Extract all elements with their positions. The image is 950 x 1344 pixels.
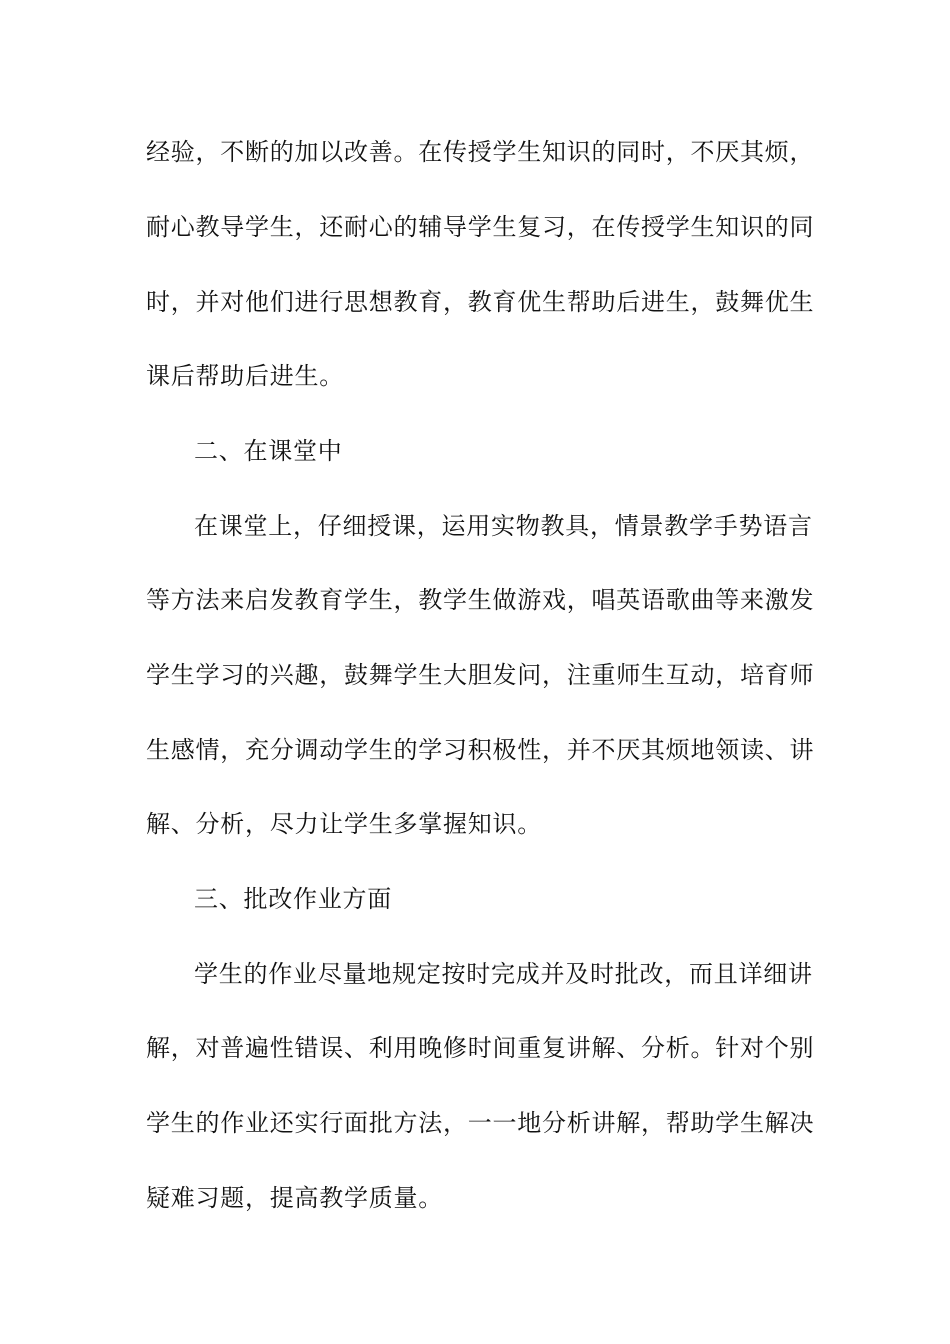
paragraph-line: 学生的作业尽量地规定按时完成并及时批改，而且详细讲 (194, 960, 813, 988)
paragraph-line: 学生学习的兴趣，鼓舞学生大胆发问，注重师生互动，培育师 (146, 661, 815, 689)
section-heading: 二、在课堂中 (194, 437, 343, 465)
paragraph-line: 解、分析，尽力让学生多掌握知识。 (146, 810, 542, 838)
paragraph-line: 在课堂上，仔细授课，运用实物教具，情景教学手势语言 (194, 512, 813, 540)
paragraph-line: 解，对普遍性错误、利用晚修时间重复讲解、分析。针对个别 (146, 1034, 815, 1062)
paragraph-line: 生感情，充分调动学生的学习积极性，并不厌其烦地领读、讲 (146, 736, 815, 764)
section-heading: 三、批改作业方面 (194, 885, 392, 913)
paragraph-line: 等方法来启发教育学生，教学生做游戏，唱英语歌曲等来激发 (146, 586, 815, 614)
paragraph-line: 经验，不断的加以改善。在传授学生知识的同时，不厌其烦， (146, 138, 815, 166)
paragraph-line: 学生的作业还实行面批方法，一一地分析讲解，帮助学生解决 (146, 1109, 815, 1137)
paragraph-line: 耐心教导学生，还耐心的辅导学生复习，在传授学生知识的同 (146, 213, 815, 241)
paragraph-line: 课后帮助后进生。 (146, 362, 344, 390)
paragraph-line: 时，并对他们进行思想教育，教育优生帮助后进生，鼓舞优生 (146, 288, 815, 316)
paragraph-line: 疑难习题，提高教学质量。 (146, 1184, 443, 1212)
